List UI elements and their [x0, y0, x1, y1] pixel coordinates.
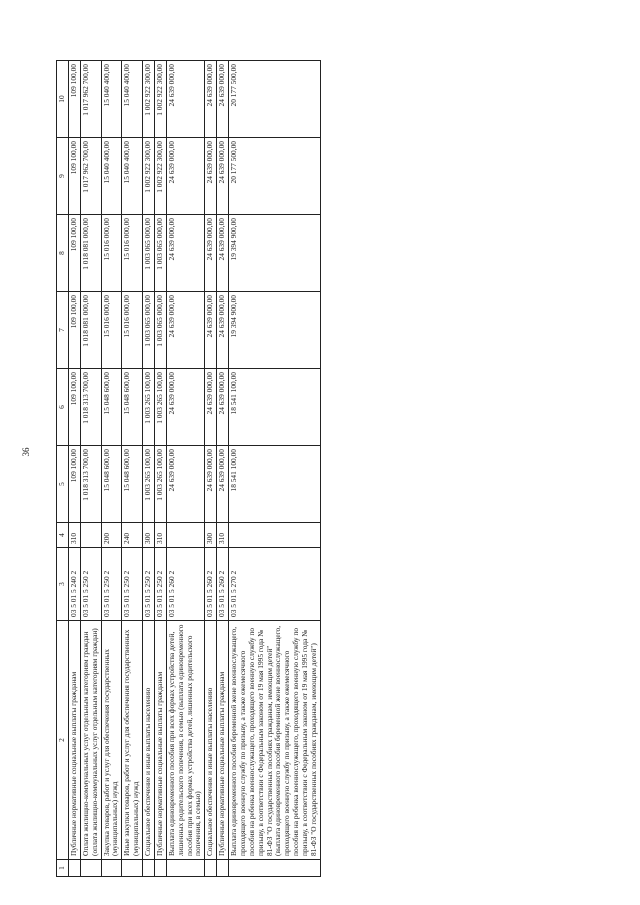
amount-col-7: 1 003 065 000,00 — [143, 292, 155, 369]
expense-type-code: 310 — [217, 523, 229, 548]
amount-col-8: 19 394 900,00 — [229, 215, 321, 292]
amount-col-10: 1 002 922 300,00 — [143, 61, 155, 138]
column-number: 9 — [57, 138, 69, 215]
row-blank-cell — [166, 860, 205, 877]
table-row — [217, 61, 229, 877]
amount-col-8: 109 100,00 — [68, 215, 80, 292]
budget-table-body — [57, 61, 321, 877]
column-number: 2 — [57, 621, 69, 860]
amount-col-7: 15 016 000,00 — [101, 292, 122, 369]
expense-type-code — [80, 523, 101, 548]
expense-type-code: 240 — [122, 523, 143, 548]
amount-col-6: 109 100,00 — [68, 369, 80, 446]
expense-type-code — [166, 523, 205, 548]
amount-col-10: 15 040 400,00 — [101, 61, 122, 138]
amount-col-6: 24 639 000,00 — [205, 369, 217, 446]
table-row — [122, 61, 143, 877]
amount-col-7: 24 639 000,00 — [166, 292, 205, 369]
table-row — [229, 61, 321, 877]
amount-col-8: 15 016 000,00 — [122, 215, 143, 292]
budget-code: 03 5 01 5 250 2 — [154, 548, 166, 621]
amount-col-5: 1 003 265 100,00 — [143, 446, 155, 523]
amount-col-7: 24 639 000,00 — [217, 292, 229, 369]
amount-col-8: 1 003 065 000,00 — [154, 215, 166, 292]
row-blank-cell — [143, 860, 155, 877]
amount-col-6: 1 003 265 100,00 — [143, 369, 155, 446]
item-description: Публичные нормативные социальные выплаты гражданам — [217, 621, 229, 860]
item-description: Социальное обеспечение и иные выплаты населению — [143, 621, 155, 860]
budget-code: 03 5 01 5 250 2 — [101, 548, 122, 621]
column-number: 6 — [57, 369, 69, 446]
item-description: Публичные нормативные социальные выплаты гражданам — [68, 621, 80, 860]
row-blank-cell — [80, 860, 101, 877]
expense-type-code: 300 — [205, 523, 217, 548]
row-blank-cell — [68, 860, 80, 877]
row-blank-cell — [205, 860, 217, 877]
budget-code: 03 5 01 5 260 2 — [166, 548, 205, 621]
amount-col-5: 15 048 600,00 — [122, 446, 143, 523]
amount-col-9: 109 100,00 — [68, 138, 80, 215]
table-row — [205, 61, 217, 877]
amount-col-8: 1 018 081 000,00 — [80, 215, 101, 292]
item-description: Выплата единовременного пособия беременной жене военнослужащего, проходящего военную службу по призыву, а также ежемесячного пособия на ребенка военнослужащего, проходящего военную службу по призыву, в соответствии с Федеральным законом от 19 мая 1995 года № 81-ФЗ "О государственных пособиях гражданам, имеющим детей" (выплата единовременного пособия беременной жене военнослужащего, проходящего военную службу по призыву, а также ежемесячного пособия на ребенка военнослужащего, проходящего военную службу по призыву, в соответствии с Федеральным законом от 19 мая 1995 года № 81-ФЗ "О государственных пособиях гражданам, имеющим детей") — [229, 621, 321, 860]
amount-col-9: 1 002 922 300,00 — [154, 138, 166, 215]
amount-col-9: 15 040 400,00 — [101, 138, 122, 215]
table-row — [68, 61, 80, 877]
amount-col-6: 15 048 600,00 — [101, 369, 122, 446]
amount-col-10: 20 177 500,00 — [229, 61, 321, 138]
amount-col-5: 24 639 000,00 — [217, 446, 229, 523]
budget-code: 03 5 01 5 260 2 — [205, 548, 217, 621]
expense-type-code — [229, 523, 321, 548]
amount-col-6: 18 541 100,00 — [229, 369, 321, 446]
amount-col-5: 1 018 313 700,00 — [80, 446, 101, 523]
column-number: 7 — [57, 292, 69, 369]
row-blank-cell — [217, 860, 229, 877]
item-description: Выплата единовременного пособия при всех формах устройства детей, лишенных родительского попечения, в семью (выплата единовременного пособия при всех формах устройства детей, лишенных родительского попечения, в семью) — [166, 621, 205, 860]
amount-col-5: 15 048 600,00 — [101, 446, 122, 523]
row-blank-cell — [101, 860, 122, 877]
amount-col-8: 24 639 000,00 — [166, 215, 205, 292]
amount-col-10: 24 639 000,00 — [217, 61, 229, 138]
amount-col-8: 1 003 065 000,00 — [143, 215, 155, 292]
amount-col-5: 24 639 000,00 — [205, 446, 217, 523]
expense-type-code: 300 — [143, 523, 155, 548]
amount-col-10: 15 040 400,00 — [122, 61, 143, 138]
amount-col-7: 1 018 081 000,00 — [80, 292, 101, 369]
table-row — [101, 61, 122, 877]
table-row — [154, 61, 166, 877]
row-blank-cell — [122, 860, 143, 877]
amount-col-6: 24 639 000,00 — [217, 369, 229, 446]
budget-code: 03 5 01 5 260 2 — [217, 548, 229, 621]
amount-col-9: 24 639 000,00 — [217, 138, 229, 215]
amount-col-9: 1 017 962 700,00 — [80, 138, 101, 215]
column-number: 3 — [57, 548, 69, 621]
expense-type-code: 310 — [68, 523, 80, 548]
amount-col-7: 109 100,00 — [68, 292, 80, 369]
table-row — [80, 61, 101, 877]
amount-col-9: 15 040 400,00 — [122, 138, 143, 215]
item-description: Закупка товаров, работ и услуг для обеспечения государственных (муниципальных) нужд — [101, 621, 122, 860]
amount-col-10: 109 100,00 — [68, 61, 80, 138]
amount-col-7: 15 016 000,00 — [122, 292, 143, 369]
amount-col-10: 1 017 962 700,00 — [80, 61, 101, 138]
budget-code: 03 5 01 5 250 2 — [122, 548, 143, 621]
amount-col-6: 24 639 000,00 — [166, 369, 205, 446]
amount-col-9: 20 177 500,00 — [229, 138, 321, 215]
amount-col-6: 1 003 265 100,00 — [154, 369, 166, 446]
amount-col-7: 24 639 000,00 — [205, 292, 217, 369]
row-blank-cell — [154, 860, 166, 877]
amount-col-6: 1 018 313 700,00 — [80, 369, 101, 446]
amount-col-9: 24 639 000,00 — [205, 138, 217, 215]
amount-col-5: 24 639 000,00 — [166, 446, 205, 523]
amount-col-10: 24 639 000,00 — [166, 61, 205, 138]
budget-code: 03 5 01 5 240 2 — [68, 548, 80, 621]
amount-col-8: 15 016 000,00 — [101, 215, 122, 292]
table-row — [166, 61, 205, 877]
budget-code: 03 5 01 5 250 2 — [80, 548, 101, 621]
amount-col-10: 1 002 922 300,00 — [154, 61, 166, 138]
item-description: Социальное обеспечение и иные выплаты населению — [205, 621, 217, 860]
column-number: 5 — [57, 446, 69, 523]
amount-col-9: 24 639 000,00 — [166, 138, 205, 215]
amount-col-10: 24 639 000,00 — [205, 61, 217, 138]
amount-col-9: 1 002 922 300,00 — [143, 138, 155, 215]
amount-col-8: 24 639 000,00 — [205, 215, 217, 292]
column-number: 10 — [57, 61, 69, 138]
expense-type-code: 310 — [154, 523, 166, 548]
budget-table — [56, 60, 321, 877]
amount-col-8: 24 639 000,00 — [217, 215, 229, 292]
amount-col-5: 1 003 265 100,00 — [154, 446, 166, 523]
table-row — [143, 61, 155, 877]
budget-code: 03 5 01 5 250 2 — [143, 548, 155, 621]
amount-col-5: 18 541 100,00 — [229, 446, 321, 523]
budget-code: 03 5 01 5 270 2 — [229, 548, 321, 621]
column-number: 4 — [57, 523, 69, 548]
row-blank-cell — [229, 860, 321, 877]
amount-col-5: 109 100,00 — [68, 446, 80, 523]
column-number-row — [57, 61, 69, 877]
item-description: Иные закупки товаров, работ и услуг для обеспечения государственных (муниципальных) нужд — [122, 621, 143, 860]
column-number: 1 — [57, 860, 69, 877]
page-number: 36 — [21, 447, 31, 457]
amount-col-7: 1 003 065 000,00 — [154, 292, 166, 369]
amount-col-7: 19 394 900,00 — [229, 292, 321, 369]
item-description: Публичные нормативные социальные выплаты гражданам — [154, 621, 166, 860]
item-description: Оплата жилищно-коммунальных услуг отдельным категориям граждан (оплата жилищно-коммунальных услуг отдельным категориям граждан) — [80, 621, 101, 860]
column-number: 8 — [57, 215, 69, 292]
amount-col-6: 15 048 600,00 — [122, 369, 143, 446]
expense-type-code: 200 — [101, 523, 122, 548]
